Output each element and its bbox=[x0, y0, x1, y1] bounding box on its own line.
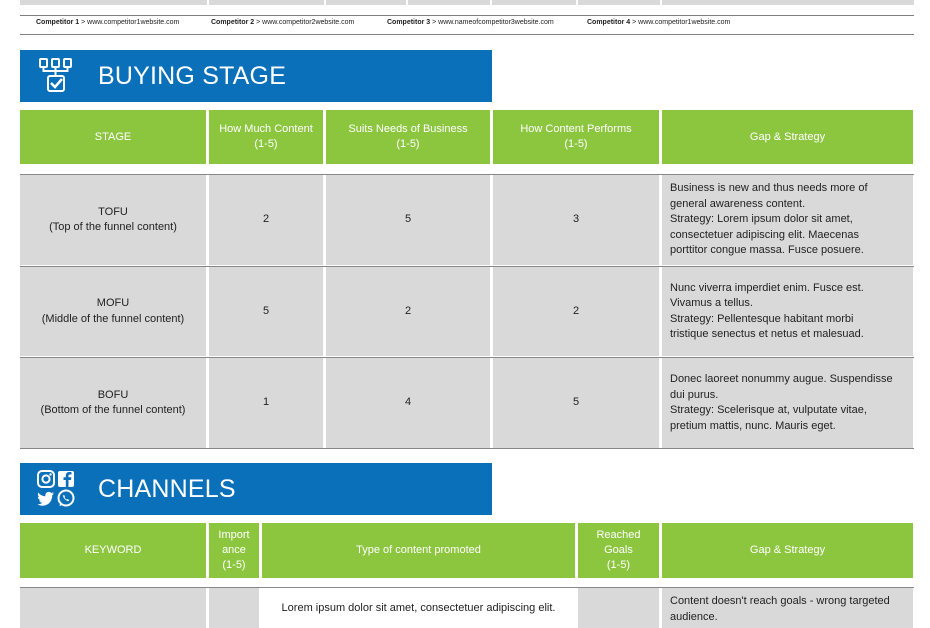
prev-table-cell bbox=[408, 0, 492, 5]
how-much-cell: 2 bbox=[209, 175, 323, 265]
competitor-4-legend: Competitor 4 > www.competitor1website.com bbox=[587, 19, 731, 26]
prev-table-cell bbox=[20, 0, 209, 5]
stage-cell: TOFU (Top of the funnel content) bbox=[20, 175, 206, 265]
gap-strategy-cell: Business is new and thus needs more of general awareness content. Strategy: Lorem ipsum dolor sit amet, consectetuer adipiscing elit. Maecenas porttitor congue massa. Fusce posuere. bbox=[662, 175, 913, 265]
row-divider bbox=[20, 448, 914, 449]
hierarchy-check-icon bbox=[36, 56, 76, 96]
channels-title: CHANNELS bbox=[98, 475, 236, 503]
prev-table-cell bbox=[326, 0, 408, 5]
social-media-icons bbox=[36, 469, 76, 509]
gap-strategy-cell: Nunc viverra imperdiet enim. Fusce est. Vivamus a tellus. Strategy: Pellentesque habitant morbi tristique senectus et netus et malesuad. bbox=[662, 267, 913, 356]
col-header-how-much: How Much Content (1-5) bbox=[209, 110, 323, 164]
col-header-gap-strategy: Gap & Strategy bbox=[662, 523, 913, 578]
competitor-3-legend: Competitor 3 > www.nameofcompetitor3website.com bbox=[387, 19, 554, 26]
suits-cell: 5 bbox=[326, 175, 490, 265]
content-type-cell: Lorem ipsum dolor sit amet, consectetuer adipiscing elit. bbox=[262, 588, 575, 628]
importance-cell bbox=[209, 588, 259, 628]
reached-goals-cell bbox=[578, 588, 659, 628]
col-header-keyword: KEYWORD bbox=[20, 523, 206, 578]
performs-cell: 2 bbox=[493, 267, 659, 356]
prev-table-cell bbox=[578, 0, 662, 5]
col-header-importance: Import ance (1-5) bbox=[209, 523, 259, 578]
prev-table-cell bbox=[209, 0, 326, 5]
col-header-suits-needs: Suits Needs of Business (1-5) bbox=[326, 110, 490, 164]
whatsapp-icon bbox=[59, 491, 74, 507]
prev-table-cell bbox=[492, 0, 578, 5]
col-header-content-type: Type of content promoted bbox=[262, 523, 575, 578]
facebook-icon bbox=[58, 471, 74, 487]
competitor-1-legend: Competitor 1 > www.competitor1website.com bbox=[36, 19, 180, 26]
performs-cell: 3 bbox=[493, 175, 659, 265]
buying-stage-title: BUYING STAGE bbox=[98, 62, 287, 90]
channels-header bbox=[20, 463, 492, 515]
keyword-cell bbox=[20, 588, 206, 628]
stage-cell: BOFU (Bottom of the funnel content) bbox=[20, 358, 206, 448]
how-much-cell: 1 bbox=[209, 358, 323, 448]
prev-table-cell bbox=[662, 0, 916, 5]
buying-stage-header bbox=[20, 50, 492, 102]
gap-strategy-cell: Content doesn't reach goals - wrong targeted audience. bbox=[662, 588, 913, 628]
stage-cell: MOFU (Middle of the funnel content) bbox=[20, 267, 206, 356]
col-header-stage: STAGE bbox=[20, 110, 206, 164]
col-header-reached-goals: Reached Goals (1-5) bbox=[578, 523, 659, 578]
performs-cell: 5 bbox=[493, 358, 659, 448]
suits-cell: 2 bbox=[326, 267, 490, 356]
twitter-icon bbox=[37, 492, 54, 506]
suits-cell: 4 bbox=[326, 358, 490, 448]
competitor-2-legend: Competitor 2 > www.competitor2website.com bbox=[211, 19, 355, 26]
col-header-gap-strategy: Gap & Strategy bbox=[662, 110, 913, 164]
how-much-cell: 5 bbox=[209, 267, 323, 356]
col-header-performs: How Content Performs (1-5) bbox=[493, 110, 659, 164]
divider bbox=[20, 15, 914, 16]
divider bbox=[20, 34, 914, 35]
gap-strategy-cell: Donec laoreet nonummy augue. Suspendisse dui purus. Strategy: Scelerisque at, vulputate vitae, pretium mattis, nunc. Mauris eget. bbox=[662, 358, 913, 448]
instagram-icon bbox=[38, 471, 54, 487]
